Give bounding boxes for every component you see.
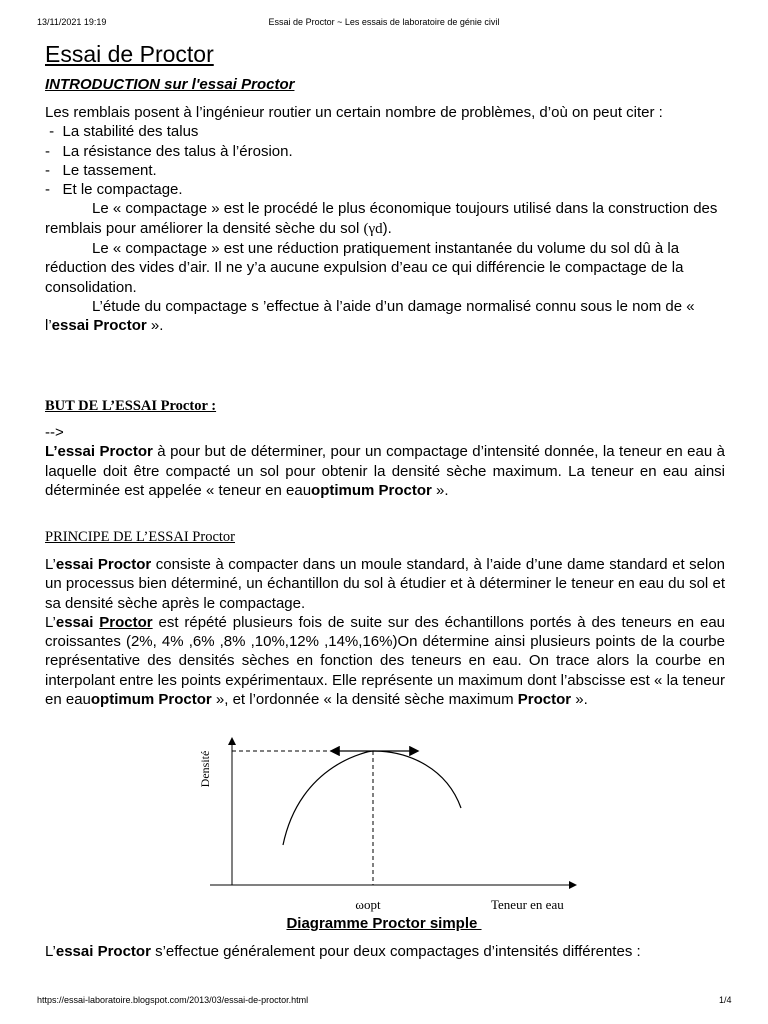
- x-axis-label: Teneur en eau: [491, 897, 564, 912]
- print-datetime: 13/11/2021 19:19: [37, 17, 107, 27]
- diagram-caption: Diagramme Proctor simple: [286, 915, 482, 932]
- gamma-d-symbol: (γd: [363, 220, 383, 237]
- print-url: https://essai-laboratoire.blogspot.com/2013/03/essai-de-proctor.html: [37, 995, 309, 1005]
- principe-paragraph-2: L’essai Proctor est répété plusieurs fois de suite sur des échantillons portés à des teneurs en eau croissantes (2%, 4% ,6% ,8% ,10%,12% ,14%,16%)On détermine ainsi plusieurs points de la courbe représentative des densités sèches en fonction des teneurs en eau. On trace alors la courbe en interpolant entre les points expérimentaux. Elle représente un maximum dont l’abscisse est « la teneur en eauoptimum Proctor », et l’ordonnée « la densité sèche maximum Proctor ».: [45, 613, 726, 709]
- but-section: [45, 423, 725, 500]
- intro-section: [45, 103, 725, 336]
- principe-section: [45, 555, 725, 709]
- intro-heading: INTRODUCTION sur l'essai Proctor: [45, 76, 295, 93]
- closing-section: [45, 942, 725, 961]
- but-paragraph: L’essai Proctor à pour but de déterminer, pour un compactage d’intensité donnée, la teneur en eau à laquelle doit être compacté un sol pour obtenir la densité sèche maximum. La teneur en eau ainsi déterminée est appelée « teneur en eauoptimum Proctor ».: [45, 443, 725, 499]
- print-page-number: 1/4: [719, 995, 732, 1005]
- principe-paragraph-1: L’essai Proctor consiste à compacter dans un moule standard, à l’aide d’une dame standard et selon un processus bien déterminé, un échantillon du sol à étudier et à déterminer le teneur en eau du sol et sa densité sèche après le compactage.: [45, 556, 726, 612]
- compactage-paragraph-3: L’étude du compactage s ’effectue à l’aide d’un damage normalisé connu sous le nom de « l’essai Proctor ».: [45, 297, 695, 335]
- intro-lead: Les remblais posent à l’ingénieur routier un certain nombre de problèmes, d’où on peut citer :: [45, 104, 663, 121]
- proctor-curve: [283, 751, 461, 845]
- y-axis-label: Densité: [198, 750, 212, 788]
- principe-heading: PRINCIPE DE L’ESSAI Proctor: [45, 529, 235, 545]
- compactage-paragraph-2: Le « compactage » est une réduction pratiquement instantanée du volume du sol dû à la réduction des vides d’air. Il ne y’a aucune expulsion d’eau ce qui différencie le compactage de la consolidation.: [45, 240, 684, 296]
- but-heading: BUT DE L’ESSAI Proctor :: [45, 398, 217, 414]
- problem-item: - Et le compactage.: [45, 181, 183, 199]
- problem-item: - La résistance des talus à l’érosion.: [45, 142, 293, 160]
- arrow-text: -->: [45, 424, 64, 441]
- document-title: Essai de Proctor: [45, 41, 214, 67]
- compactage-paragraph-1: Le « compactage » est le procédé le plus économique toujours utilisé dans la construction des remblais pour améliorer la densité sèche du sol (γd).: [45, 200, 718, 237]
- problem-item: - Le tassement.: [45, 161, 157, 179]
- closing-paragraph: L’essai Proctor s’effectue généralement pour deux compactages d’intensités différentes :: [45, 943, 641, 960]
- print-page-title: Essai de Proctor ~ Les essais de laboratoire de génie civil: [268, 17, 500, 27]
- problem-item: - La stabilité des talus: [45, 123, 199, 141]
- optimum-label: ωopt: [355, 897, 381, 912]
- proctor-diagram: [185, 733, 585, 913]
